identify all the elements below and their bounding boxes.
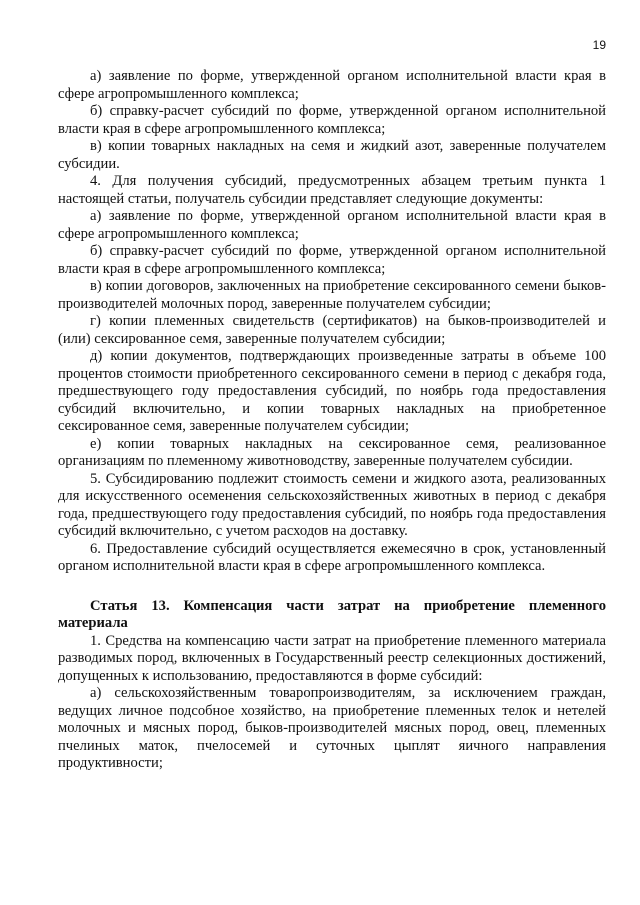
paragraph: д) копии документов, подтверждающих произведенные затраты в объеме 100 процентов стоимости приобретенного сексированного семени в период с декабря года, предшествующего году предоставления субсидий, по ноябрь года предоставления субсидий включительно, и копии товарных накладных на приобретенное сексированное семя, заверенные получателем субсидии; xyxy=(58,348,606,434)
paragraph: б) справку-расчет субсидий по форме, утвержденной органом исполнительной власти края в сфере агропромышленного комплекса; xyxy=(58,243,606,277)
paragraph: 6. Предоставление субсидий осуществляется ежемесячно в срок, установленный органом исполнительной власти края в сфере агропромышленного комплекса. xyxy=(58,540,606,574)
article-heading: Статья 13. Компенсация части затрат на приобретение племенного материала xyxy=(58,597,606,631)
paragraph: е) копии товарных накладных на сексированное семя, реализованное организациям по племенному животноводству, заверенные получателем субсидии. xyxy=(58,435,606,469)
page-number: 19 xyxy=(592,38,606,52)
paragraph: 5. Субсидированию подлежит стоимость семени и жидкого азота, реализованных для искусственного осеменения сельскохозяйственных животных в период с декабря года, предшествующего году предоставления субсидий, по ноябрь года предоставления субсидий включительно, с учетом расходов на доставку. xyxy=(58,470,606,539)
paragraph: а) заявление по форме, утвержденной органом исполнительной власти края в сфере агропромышленного комплекса; xyxy=(58,208,606,242)
paragraph: 1. Средства на компенсацию части затрат на приобретение племенного материала разводимых пород, включенных в Государственный реестр селекционных достижений, допущенных к использованию, предоставляются в форме субсидий: xyxy=(58,632,606,684)
paragraph: в) копии договоров, заключенных на приобретение сексированного семени быков-производителей молочных пород, заверенные получателем субсидии; xyxy=(58,278,606,312)
paragraph: а) заявление по форме, утвержденной органом исполнительной власти края в сфере агропромышленного комплекса; xyxy=(58,68,606,102)
paragraph: б) справку-расчет субсидий по форме, утвержденной органом исполнительной власти края в сфере агропромышленного комплекса; xyxy=(58,103,606,137)
section-spacer xyxy=(58,576,606,598)
document-body xyxy=(58,68,606,773)
paragraph: а) сельскохозяйственным товаропроизводителям, за исключением граждан, ведущих личное подсобное хозяйство, на приобретение племенных телок и нетелей молочных и мясных пород, быков-производителей мясных пород, овец, племенных пчелиных маток, пчелосемей и суточных цыплят яичного направления продуктивности; xyxy=(58,685,606,771)
paragraph: 4. Для получения субсидий, предусмотренных абзацем третьим пункта 1 настоящей статьи, получатель субсидии представляет следующие документы: xyxy=(58,173,606,207)
paragraph: в) копии товарных накладных на семя и жидкий азот, заверенные получателем субсидии. xyxy=(58,138,606,172)
paragraph: г) копии племенных свидетельств (сертификатов) на быков-производителей и (или) сексированное семя, заверенные получателем субсидии; xyxy=(58,313,606,347)
